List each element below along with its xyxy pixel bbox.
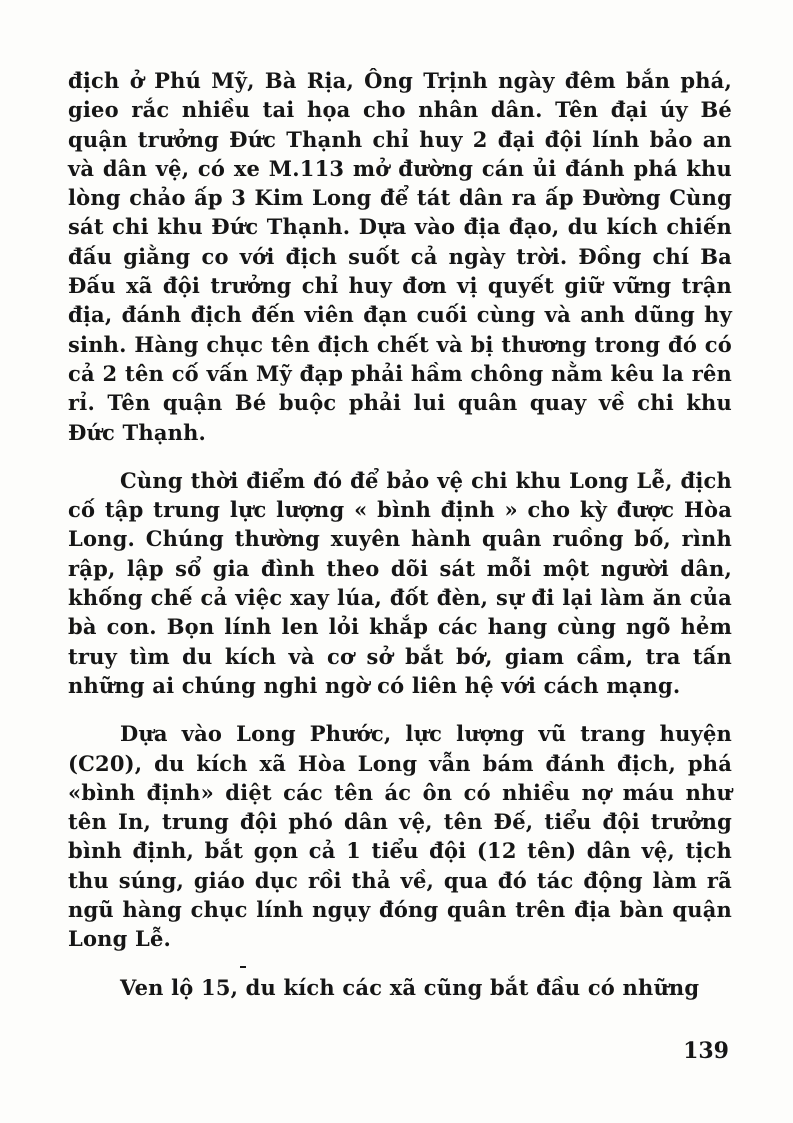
paragraph-3: Dựa vào Long Phước, lực lượng vũ trang huyện (C20), du kích xã Hòa Long vẫn bám đánh địch, phá «bình định» diệt các tên ác ôn có nhiều nợ máu như tên In, trung đội phó dân vệ, tên Đế, tiểu đội trưởng bình định, bắt gọn cả 1 tiểu đội (12 tên) dân vệ, tịch thu súng, giáo dục rồi thả về, qua đó tác động làm rã ngũ hàng chục lính ngụy đóng quân trên địa bàn quận Long Lễ. <box>68 721 732 952</box>
print-mark <box>240 966 246 968</box>
paragraph-2: Cùng thời điểm đó để bảo vệ chi khu Long Lễ, địch cố tập trung lực lượng « bình định » cho kỳ được Hòa Long. Chúng thường xuyên hành quân ruồng bố, rình rập, lập sổ gia đình theo dõi sát mỗi một người dân, khống chế cả việc xay lúa, đốt đèn, sự đi lại làm ăn của bà con. Bọn lính len lỏi khắp các hang cùng ngõ hẻm truy tìm du kích và cơ sở bắt bớ, giam cầm, tra tấn những ai chúng nghi ngờ có liên hệ với cách mạng. <box>68 467 732 698</box>
page-number: 139 <box>683 1038 729 1064</box>
paragraph-1: địch ở Phú Mỹ, Bà Rịa, Ông Trịnh ngày đêm bắn phá, gieo rắc nhiều tai họa cho nhân dân. Tên đại úy Bé quận trưởng Đức Thạnh chỉ huy 2 đại đội lính bảo an và dân vệ, có xe M.113 mở đường cán ủi đánh phá khu lòng chảo ấp 3 Kim Long để tát dân ra ấp Đường Cùng sát chi khu Đức Thạnh. Dựa vào địa đạo, du kích chiến đấu giằng co với địch suốt cả ngày trời. Đồng chí Ba Đấu xã đội trưởng chỉ huy đơn vị quyết giữ vững trận địa, đánh địch đến viên đạn cuối cùng và anh dũng hy sinh. Hàng chục tên địch chết và bị thương trong đó có cả 2 tên cố vấn Mỹ đạp phải hầm chông nằm kêu la rên rỉ. Tên quận Bé buộc phải lui quân quay về chi khu Đức Thạnh. <box>68 68 732 445</box>
paragraph-4: Ven lộ 15, du kích các xã cũng bắt đầu có những <box>120 974 700 1000</box>
body-text <box>68 66 732 1002</box>
